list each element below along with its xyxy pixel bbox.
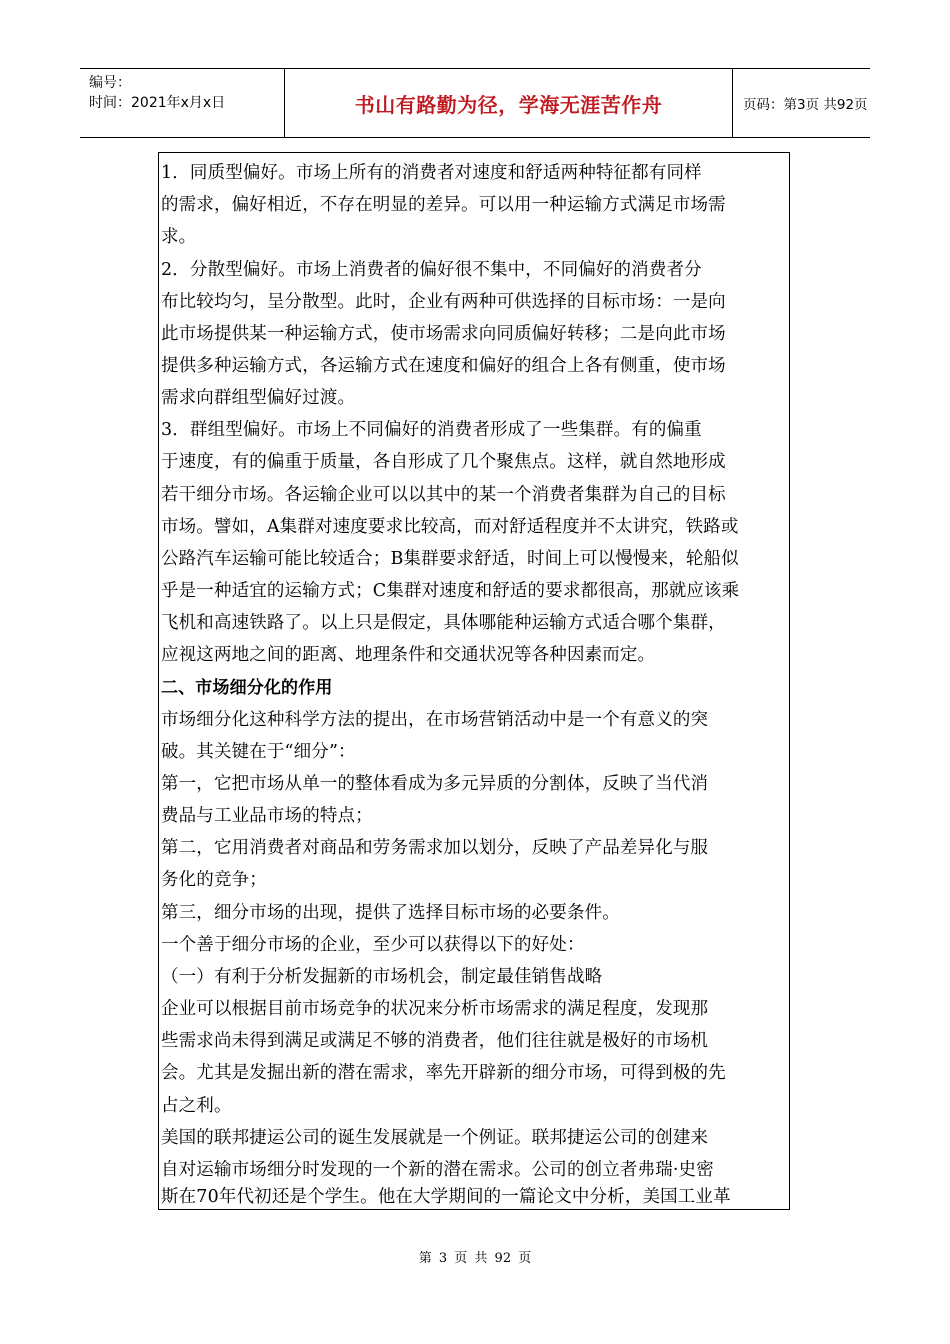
body-line: 企业可以根据目前市场竞争的状况来分析市场需求的满足程度，发现那 <box>161 999 709 1019</box>
section-heading: 二、市场细分化的作用 <box>161 678 333 698</box>
body-line: 3．群组型偏好。市场上不同偏好的消费者形成了一些集群。有的偏重 <box>161 420 702 440</box>
document-header <box>80 68 870 138</box>
body-line: 务化的竞争； <box>161 870 267 890</box>
header-motto: 书山有路勤为径，学海无涯苦作舟 <box>354 92 663 117</box>
body-line: 的需求，偏好相近，不存在明显的差异。可以用一种运输方式满足市场需 <box>161 195 726 215</box>
body-line: 1．同质型偏好。市场上所有的消费者对速度和舒适两种特征都有同样 <box>161 163 702 183</box>
body-line: （一）有利于分析发掘新的市场机会，制定最佳销售战略 <box>161 967 603 987</box>
number-label: 编号： <box>89 75 131 91</box>
body-line: 此市场提供某一种运输方式，使市场需求向同质偏好转移；二是向此市场 <box>161 324 726 344</box>
body-line: 斯在70年代初还是个学生。他在大学期间的一篇论文中分析，美国工业革 <box>161 1187 731 1207</box>
body-line: 会。尤其是发掘出新的潜在需求，率先开辟新的细分市场，可得到极的先 <box>161 1063 726 1083</box>
body-line: 乎是一种适宜的运输方式；C集群对速度和舒适的要求都很高，那就应该乘 <box>161 581 740 601</box>
body-line: 占之利。 <box>161 1096 232 1116</box>
body-line: 2．分散型偏好。市场上消费者的偏好很不集中，不同偏好的消费者分 <box>161 260 702 280</box>
page-footer: 第 3 页 共 92 页 <box>418 1251 532 1266</box>
body-line: 若干细分市场。各运输企业可以以其中的某一个消费者集群为自己的目标 <box>161 485 726 505</box>
body-line: 于速度，有的偏重于质量，各自形成了几个聚焦点。这样，就自然地形成 <box>161 452 726 472</box>
body-line: 布比较均匀，呈分散型。此时，企业有两种可供选择的目标市场：一是向 <box>161 292 726 312</box>
body-line: 提供多种运输方式，各运输方式在速度和偏好的组合上各有侧重，使市场 <box>161 356 726 376</box>
body-line: 第一，它把市场从单一的整体看成为多元异质的分割体，反映了当代消 <box>161 774 709 794</box>
header-page-info: 页码：第3页 共92页 <box>743 97 868 113</box>
header-meta <box>80 69 283 137</box>
body-line: 费品与工业品市场的特点； <box>161 806 373 826</box>
body-line: 应视这两地之间的距离、地理条件和交通状况等各种因素而定。 <box>161 645 656 665</box>
date-label: 时间：2021年x月x日 <box>89 95 226 111</box>
body-line: 飞机和高速铁路了。以上只是假定，具体哪能种运输方式适合哪个集群， <box>161 613 726 633</box>
body-line: 需求向群组型偏好过渡。 <box>161 388 356 408</box>
body-line: 第三，细分市场的出现，提供了选择目标市场的必要条件。 <box>161 903 620 923</box>
body-line: 些需求尚未得到满足或满足不够的消费者，他们往往就是极好的市场机 <box>161 1031 709 1051</box>
body-line: 一个善于细分市场的企业，至少可以获得以下的好处： <box>161 935 585 955</box>
body-line: 美国的联邦捷运公司的诞生发展就是一个例证。联邦捷运公司的创建来 <box>161 1128 709 1148</box>
body-line: 求。 <box>161 227 197 247</box>
body-line: 市场细分化这种科学方法的提出，在市场营销活动中是一个有意义的突 <box>161 710 709 730</box>
content-box <box>158 152 790 1210</box>
body-line: 破。其关键在于“细分”： <box>161 742 356 762</box>
body-line: 第二，它用消费者对商品和劳务需求加以划分，反映了产品差异化与服 <box>161 838 709 858</box>
body-line: 公路汽车运输可能比较适合；B集群要求舒适，时间上可以慢慢来，轮船似 <box>161 549 739 569</box>
body-line: 自对运输市场细分时发现的一个新的潜在需求。公司的创立者弗瑞·史密 <box>161 1160 714 1180</box>
body-line: 市场。譬如，A集群对速度要求比较高，而对舒适程度并不太讲究，铁路或 <box>161 517 739 537</box>
